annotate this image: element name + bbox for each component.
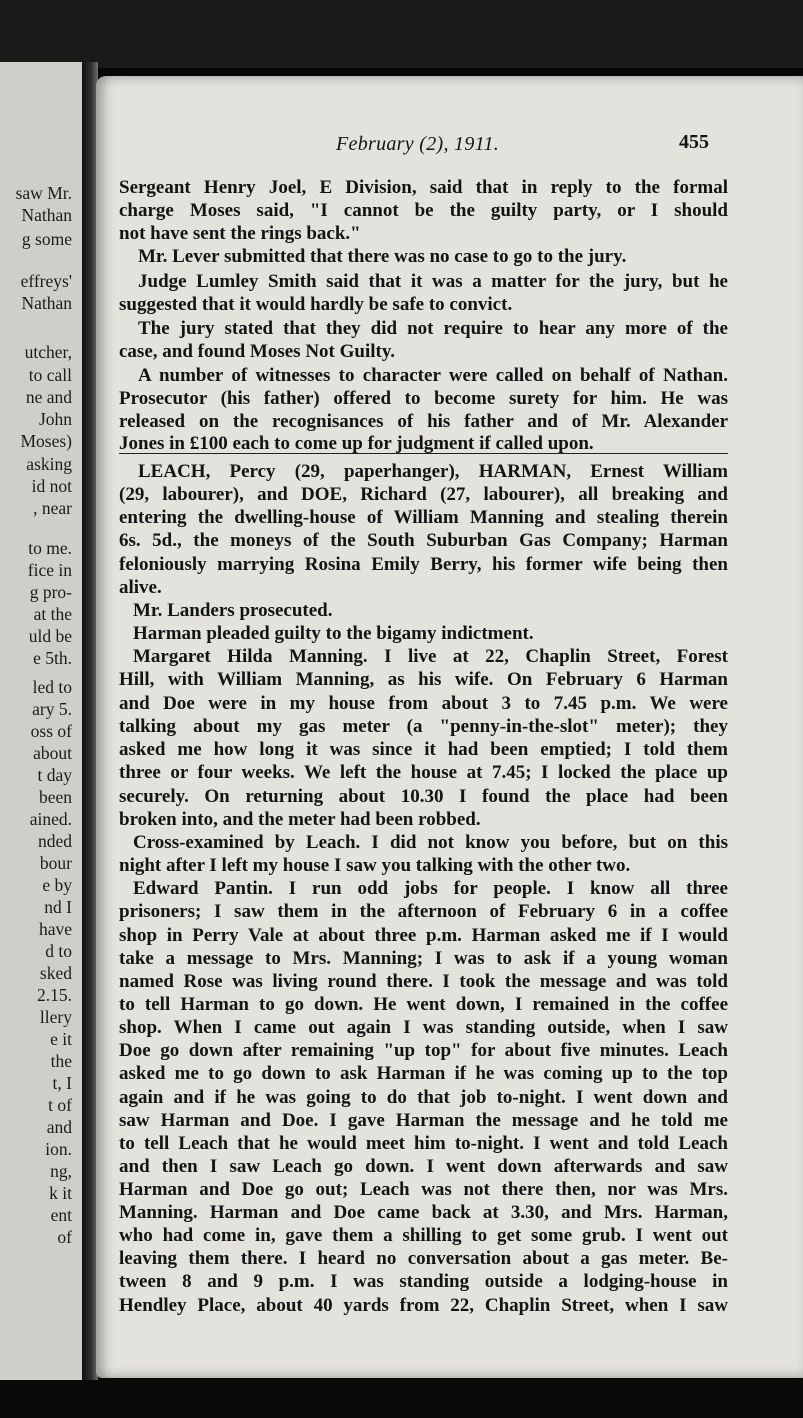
left-page-fragment: been: [38, 787, 72, 807]
text-line: broken into, and the meter had been robbed.: [119, 809, 481, 830]
text-line: Margaret Hilda Manning. I live at 22, Chaplin Street, Forest: [133, 646, 728, 667]
left-page-fragment: t day: [37, 765, 72, 785]
text-line: who had come in, gave them a shilling to get some grub. I went out: [119, 1225, 728, 1246]
left-page-fragment: effreys': [20, 271, 72, 291]
left-page-fragment: Nathan: [21, 293, 72, 313]
text-line: and Doe were in my house from about 3 to 7.45 p.m. We were: [119, 693, 728, 714]
text-line: saw Harman and Doe. I gave Harman the message and he told me: [119, 1110, 728, 1131]
left-page-fragment: d to: [45, 941, 72, 961]
text-line: Mr. Lever submitted that there was no case to go to the jury.: [138, 246, 627, 267]
text-line: securely. On returning about 10.30 I found the place had been: [119, 786, 728, 807]
left-page-fragment: to me.: [28, 538, 72, 558]
text-line: The jury stated that they did not require to hear any more of the: [138, 318, 728, 339]
text-line: asked me to go down to ask Harman if he was coming up to the top: [119, 1063, 728, 1084]
left-page-fragment: bour: [39, 853, 72, 873]
bottom-scan-border: [0, 1380, 803, 1418]
left-page-fragment: uld be: [28, 626, 72, 646]
left-page-fragment: utcher,: [24, 342, 72, 362]
left-page-fragment: the: [50, 1051, 72, 1071]
text-line: prisoners; I saw them in the afternoon of February 6 in a coffee: [119, 901, 728, 922]
text-line: Sergeant Henry Joel, E Division, said that in reply to the formal: [119, 177, 728, 198]
left-page-fragment: ent: [50, 1205, 72, 1225]
text-line: alive.: [119, 577, 162, 598]
left-page-fragment: John: [38, 409, 72, 429]
text-line: Doe go down after remaining "up top" for about five minutes. Leach: [119, 1040, 728, 1061]
page-number: 455: [679, 131, 709, 153]
text-line: LEACH, Percy (29, paperhanger), HARMAN, Ernest William: [138, 461, 728, 482]
text-line: Hendley Place, about 40 yards from 22, Chaplin Street, when I saw: [119, 1295, 728, 1316]
text-line: feloniously marrying Rosina Emily Berry, his former wife being then: [119, 554, 728, 575]
text-line: Harman pleaded guilty to the bigamy indictment.: [133, 623, 534, 644]
left-page-fragment: about: [33, 743, 72, 763]
text-line: and then I saw Leach go down. I went down afterwards and saw: [119, 1156, 728, 1177]
left-page-fragment: asking: [26, 454, 72, 474]
text-line: Harman and Doe go out; Leach was not there then, nor was Mrs.: [119, 1179, 728, 1200]
left-page-fragment: nded: [37, 831, 72, 851]
left-page-fragment: nd I: [44, 897, 72, 917]
left-page-fragment: saw Mr.: [15, 183, 72, 203]
text-line: 6s. 5d., the moneys of the South Suburban Gas Company; Harman: [119, 530, 728, 551]
text-line: entering the dwelling-house of William Manning and stealing therein: [119, 507, 728, 528]
text-line: A number of witnesses to character were called on behalf of Nathan.: [138, 365, 728, 386]
left-page-fragment: fice in: [27, 560, 72, 580]
text-line: shop in Perry Vale at about three p.m. Harman asked me if I would: [119, 925, 728, 946]
left-page-fragment: e by: [42, 875, 72, 895]
left-page-fragment: g pro-: [29, 582, 72, 602]
text-line: leaving them there. I heard no conversation about a gas meter. Be-: [119, 1248, 728, 1269]
left-page-fragment: e it: [50, 1029, 72, 1049]
text-line: Edward Pantin. I run odd jobs for people. I know all three: [133, 878, 728, 899]
text-line: take a message to Mrs. Manning; I was to ask if a young woman: [119, 948, 728, 969]
left-page-fragment: e 5th.: [33, 648, 72, 668]
left-page-fragment: ne and: [25, 387, 72, 407]
left-page-fragment: k it: [49, 1183, 72, 1203]
left-page-fragment: of: [57, 1227, 72, 1247]
left-page-fragment: ng,: [50, 1161, 72, 1181]
left-page-fragment: at the: [33, 604, 72, 624]
text-line: asked me how long it was since it had been emptied; I told them: [119, 739, 728, 760]
left-page-fragment: id not: [31, 476, 72, 496]
top-scan-border: [0, 0, 803, 68]
text-line: (29, labourer), and DOE, Richard (27, labourer), all breaking and: [119, 484, 728, 505]
left-page-fragment: oss of: [30, 721, 72, 741]
text-line: not have sent the rings back.": [119, 223, 361, 244]
text-line: Prosecutor (his father) offered to become surety for him. He was: [119, 388, 728, 409]
left-page-fragment: ained.: [29, 809, 72, 829]
text-line: released on the recognisances of his father and of Mr. Alexander: [119, 411, 728, 432]
left-page-fragment: llery: [39, 1007, 72, 1027]
text-line: talking about my gas meter (a "penny-in-the-slot" meter); they: [119, 716, 728, 737]
left-page-fragment: t, I: [52, 1073, 72, 1093]
text-line: Cross-examined by Leach. I did not know you before, but on this: [133, 832, 728, 853]
text-line: charge Moses said, "I cannot be the guilty party, or I should: [119, 200, 728, 221]
text-line: named Rose was living round there. I took the message and was told: [119, 971, 728, 992]
text-line: again and if he was going to do that job to-night. I went down and: [119, 1087, 728, 1108]
text-line: three or four weeks. We left the house at 7.45; I locked the place up: [119, 762, 728, 783]
left-page-fragment: ary 5.: [32, 699, 72, 719]
text-line: to tell Leach that he would meet him to-night. I went and told Leach: [119, 1133, 728, 1154]
left-page-fragment: have: [38, 919, 72, 939]
text-line: suggested that it would hardly be safe to convict.: [119, 294, 513, 315]
left-page-fragment: g some: [21, 229, 72, 249]
text-line: Judge Lumley Smith said that it was a matter for the jury, but he: [138, 271, 728, 292]
text-line: tween 8 and 9 p.m. I was standing outside a lodging-house in: [119, 1271, 728, 1292]
text-line: Mr. Landers prosecuted.: [133, 600, 333, 621]
running-head: February (2), 1911.: [336, 133, 500, 155]
text-line: Manning. Harman and Doe came back at 3.30, and Mrs. Harman,: [119, 1202, 728, 1223]
text-line: Jones in £100 each to come up for judgment if called upon.: [119, 433, 594, 454]
left-page-fragment: 2.15.: [37, 985, 72, 1005]
left-page-fragment: sked: [39, 963, 72, 983]
left-page-fragment: and: [46, 1117, 72, 1137]
text-line: case, and found Moses Not Guilty.: [119, 341, 396, 362]
left-page-fragment: to call: [28, 365, 72, 385]
left-page-fragment: Moses): [20, 431, 72, 451]
left-page-edge: [0, 62, 82, 1392]
section-divider: [119, 453, 728, 454]
left-page-fragment: led to: [32, 677, 72, 697]
left-page-fragment: Nathan: [21, 205, 72, 225]
text-line: shop. When I came out again I was standing outside, when I saw: [119, 1017, 728, 1038]
left-page-fragment: t of: [48, 1095, 72, 1115]
text-line: Hill, with William Manning, as his wife. On February 6 Harman: [119, 669, 728, 690]
text-line: night after I left my house I saw you talking with the other two.: [119, 855, 631, 876]
left-page-fragment: ion.: [45, 1139, 72, 1159]
left-page-fragment: , near: [33, 498, 72, 518]
text-line: to tell Harman to go down. He went down, I remained in the coffee: [119, 994, 728, 1015]
